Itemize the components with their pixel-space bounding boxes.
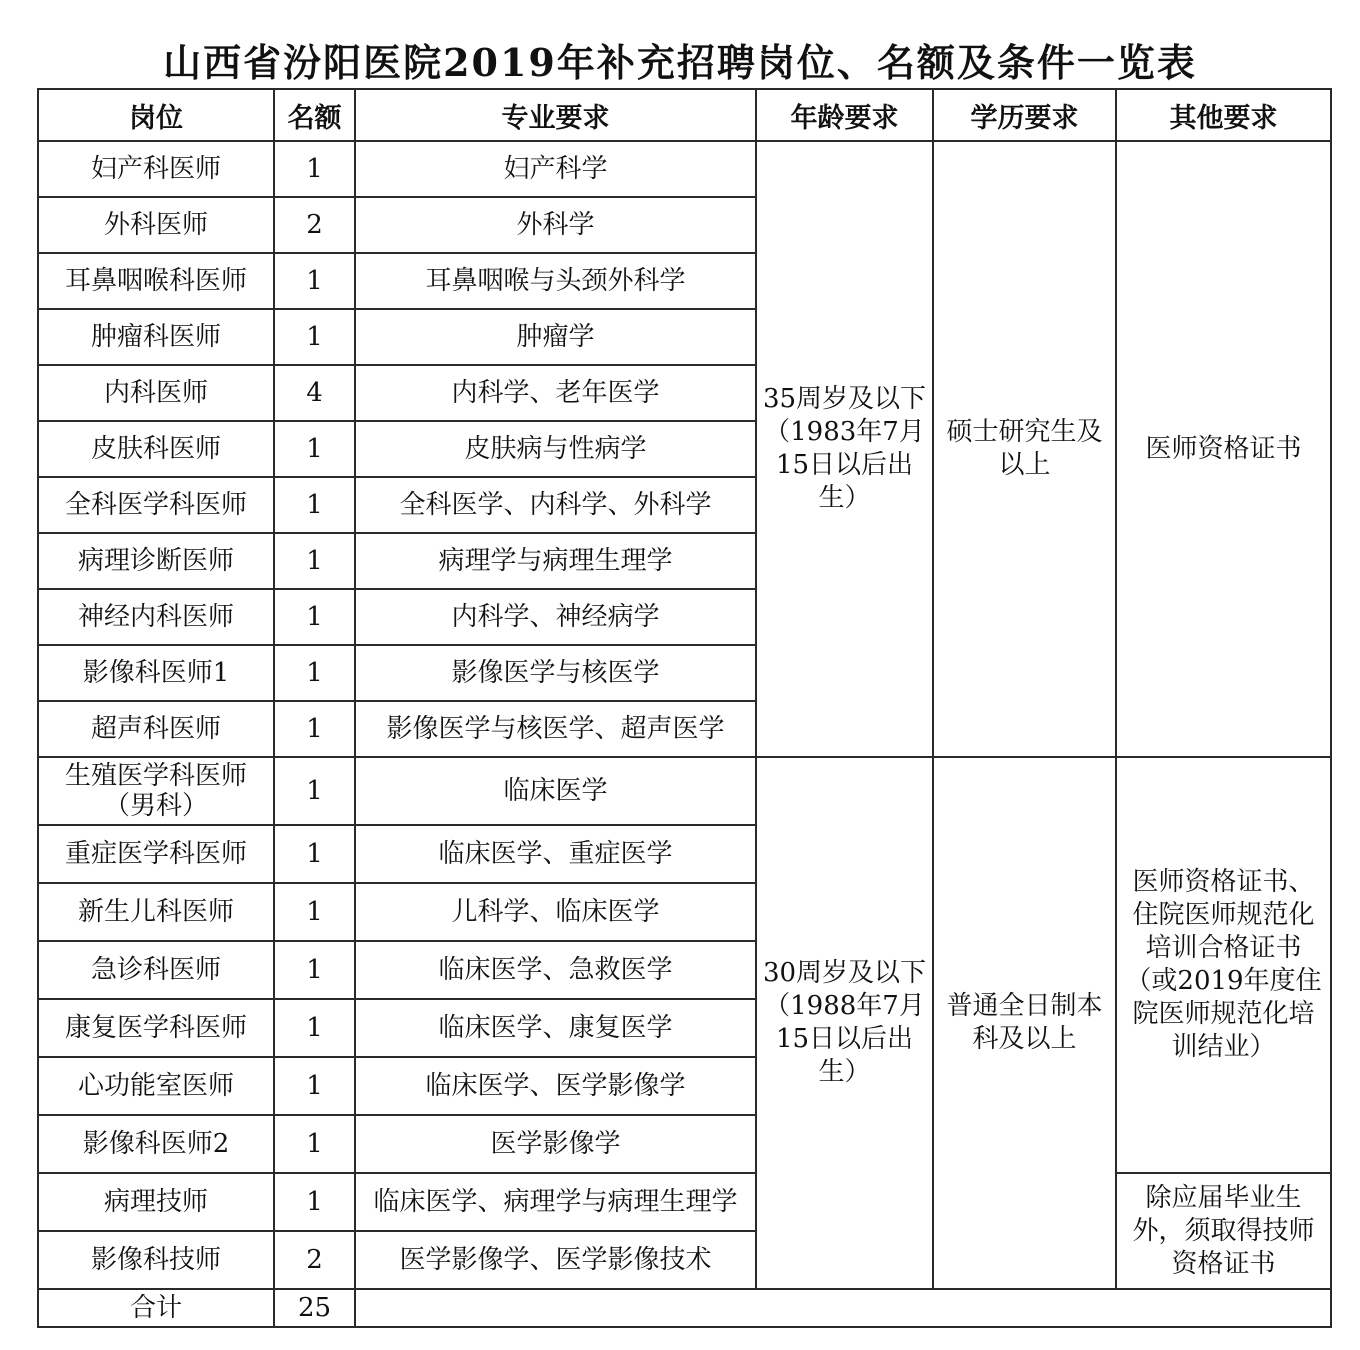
- quota-cell: 1: [274, 883, 355, 941]
- quota-cell: 1: [274, 1115, 355, 1173]
- header-row: [38, 89, 1331, 141]
- quota-cell: 1: [274, 141, 355, 197]
- major-cell: 临床医学、急救医学: [355, 941, 756, 999]
- header-age: 年龄要求: [756, 89, 933, 141]
- position-cell: 康复医学科医师: [38, 999, 274, 1057]
- total-quota: 25: [274, 1289, 355, 1327]
- major-cell: 临床医学: [355, 757, 756, 825]
- major-cell: 内科学、神经病学: [355, 589, 756, 645]
- recruitment-table: [37, 88, 1332, 1328]
- position-cell: 急诊科医师: [38, 941, 274, 999]
- quota-cell: 1: [274, 757, 355, 825]
- major-cell: 妇产科学: [355, 141, 756, 197]
- position-cell: 耳鼻咽喉科医师: [38, 253, 274, 309]
- position-cell: 皮肤科医师: [38, 421, 274, 477]
- position-cell: 全科医学科医师: [38, 477, 274, 533]
- quota-cell: 1: [274, 533, 355, 589]
- major-cell: 医学影像学: [355, 1115, 756, 1173]
- quota-cell: 1: [274, 1173, 355, 1231]
- quota-cell: 4: [274, 365, 355, 421]
- position-cell: 神经内科医师: [38, 589, 274, 645]
- major-cell: 外科学: [355, 197, 756, 253]
- major-cell: 全科医学、内科学、外科学: [355, 477, 756, 533]
- quota-cell: 1: [274, 253, 355, 309]
- position-cell: 内科医师: [38, 365, 274, 421]
- major-cell: 临床医学、康复医学: [355, 999, 756, 1057]
- position-cell: 影像科技师: [38, 1231, 274, 1289]
- major-cell: 耳鼻咽喉与头颈外科学: [355, 253, 756, 309]
- position-cell: 生殖医学科医师（男科）: [38, 757, 274, 825]
- age-requirement-group1: 35周岁及以下（1983年7月15日以后出生）: [756, 141, 933, 757]
- page-title: 山西省汾阳医院2019年补充招聘岗位、名额及条件一览表: [163, 40, 1197, 85]
- major-cell: 临床医学、病理学与病理生理学: [355, 1173, 756, 1231]
- table-row: [38, 1173, 1331, 1231]
- major-cell: 临床医学、重症医学: [355, 825, 756, 883]
- quota-cell: 1: [274, 825, 355, 883]
- quota-cell: 1: [274, 309, 355, 365]
- total-empty-cell: [355, 1289, 1331, 1327]
- major-cell: 内科学、老年医学: [355, 365, 756, 421]
- education-requirement-group2: 普通全日制本科及以上: [933, 757, 1116, 1289]
- major-cell: 病理学与病理生理学: [355, 533, 756, 589]
- major-cell: 皮肤病与性病学: [355, 421, 756, 477]
- quota-cell: 1: [274, 645, 355, 701]
- major-cell: 影像医学与核医学、超声医学: [355, 701, 756, 757]
- position-cell: 超声科医师: [38, 701, 274, 757]
- position-cell: 影像科医师2: [38, 1115, 274, 1173]
- table-row: [38, 757, 1331, 825]
- header-other: 其他要求: [1116, 89, 1331, 141]
- quota-cell: 1: [274, 477, 355, 533]
- quota-cell: 2: [274, 197, 355, 253]
- major-cell: 儿科学、临床医学: [355, 883, 756, 941]
- major-cell: 肿瘤学: [355, 309, 756, 365]
- quota-cell: 1: [274, 941, 355, 999]
- total-row: [38, 1289, 1331, 1327]
- position-cell: 妇产科医师: [38, 141, 274, 197]
- major-cell: 医学影像学、医学影像技术: [355, 1231, 756, 1289]
- position-cell: 病理诊断医师: [38, 533, 274, 589]
- position-cell: 重症医学科医师: [38, 825, 274, 883]
- position-cell: 影像科医师1: [38, 645, 274, 701]
- education-requirement-group1: 硕士研究生及以上: [933, 141, 1116, 757]
- other-requirement-group1: 医师资格证书: [1116, 141, 1331, 757]
- other-requirement-group2a: 医师资格证书、住院医师规范化培训合格证书（或2019年度住院医师规范化培训结业）: [1116, 757, 1331, 1173]
- quota-cell: 2: [274, 1231, 355, 1289]
- header-position: 岗位: [38, 89, 274, 141]
- major-cell: 影像医学与核医学: [355, 645, 756, 701]
- quota-cell: 1: [274, 421, 355, 477]
- quota-cell: 1: [274, 999, 355, 1057]
- age-requirement-group2: 30周岁及以下（1988年7月15日以后出生）: [756, 757, 933, 1289]
- quota-cell: 1: [274, 701, 355, 757]
- header-quota: 名额: [274, 89, 355, 141]
- other-requirement-group2b: 除应届毕业生外，须取得技师资格证书: [1116, 1173, 1331, 1289]
- quota-cell: 1: [274, 589, 355, 645]
- position-cell: 新生儿科医师: [38, 883, 274, 941]
- position-cell: 病理技师: [38, 1173, 274, 1231]
- table-row: [38, 141, 1331, 197]
- position-cell: 心功能室医师: [38, 1057, 274, 1115]
- quota-cell: 1: [274, 1057, 355, 1115]
- position-cell: 外科医师: [38, 197, 274, 253]
- header-education: 学历要求: [933, 89, 1116, 141]
- header-major: 专业要求: [355, 89, 756, 141]
- position-cell: 肿瘤科医师: [38, 309, 274, 365]
- major-cell: 临床医学、医学影像学: [355, 1057, 756, 1115]
- total-label: 合计: [38, 1289, 274, 1327]
